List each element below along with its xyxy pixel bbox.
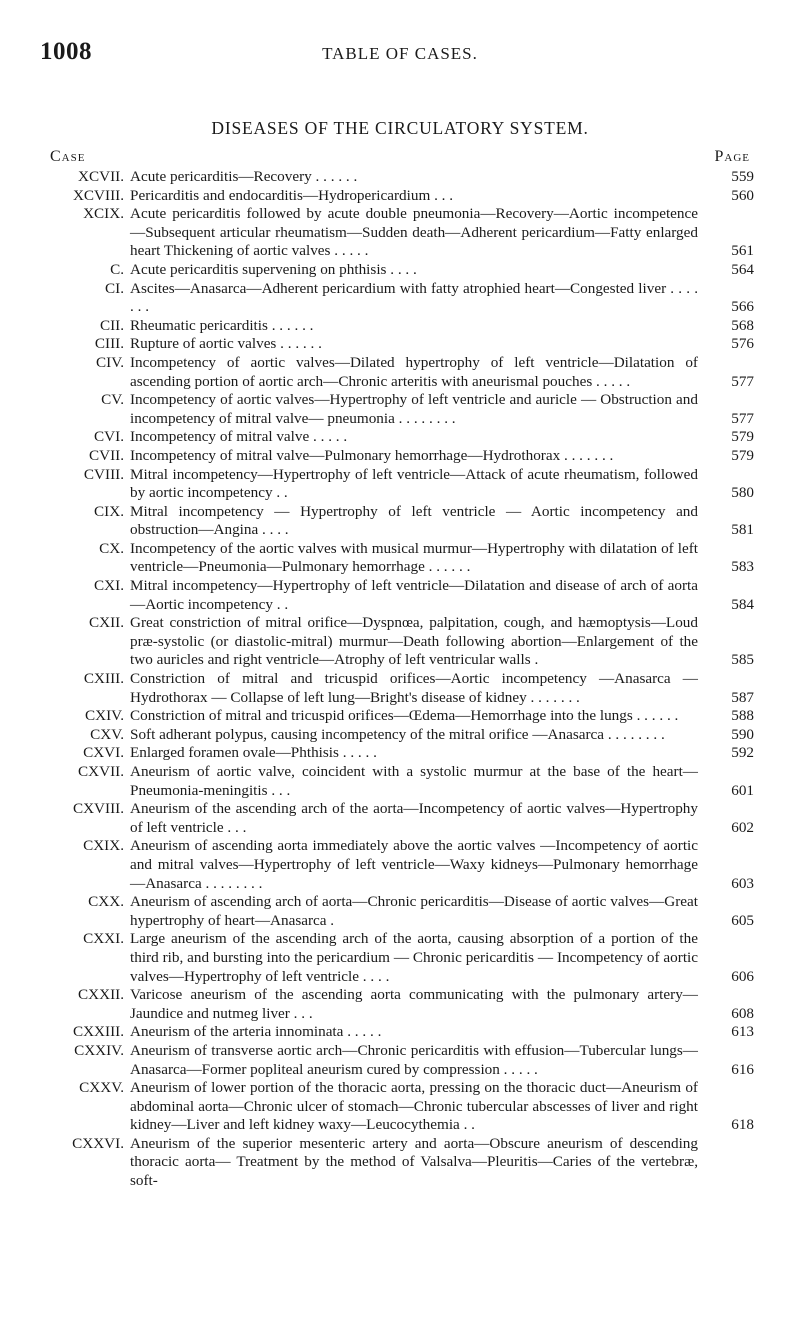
case-entry — [20, 447, 754, 466]
running-head — [40, 38, 760, 64]
case-description: Incompetency of mitral valve . . . . . — [130, 428, 348, 446]
case-description: Enlarged foramen ovale—Phthisis . . . . . — [130, 744, 377, 762]
case-entry — [20, 837, 754, 893]
page-reference: 605 — [731, 911, 754, 929]
case-description: Acute pericarditis supervening on phthisis . . . . — [130, 260, 417, 278]
case-description: Great constriction of mitral orifice—Dyspnœa, palpitation, cough, and hæmoptysis—Loud præ-systolic (or diastolic-mitral) murmur—Death following abortion—Enlargement of the two auricles and right ventricle—Atrophy of left ventricular walls . — [130, 614, 698, 669]
case-number: CXII. — [88, 614, 124, 632]
case-number: CII. — [99, 316, 124, 334]
case-description: Aneurism of aortic valve, coincident with a systolic murmur at the base of the heart—Pneumonia-meningitis . . . — [130, 763, 698, 799]
page-reference: 618 — [731, 1116, 754, 1134]
case-number: CXIV. — [85, 707, 124, 725]
running-title: TABLE OF CASES. — [322, 44, 478, 63]
page-reference: 566 — [731, 298, 754, 316]
case-description: Incompetency of aortic valves—Hypertrophy of left ventricle and auricle — Obstruction and incompetency of mitral valve— pneumonia . . . . . . . . — [130, 391, 698, 427]
case-number: XCVII. — [78, 168, 124, 185]
page-reference: 590 — [731, 725, 754, 743]
case-number: CX. — [99, 539, 124, 557]
case-entry — [20, 261, 754, 280]
case-number: CXXIII. — [72, 1023, 124, 1041]
case-entry — [20, 317, 754, 336]
case-description: Aneurism of the superior mesenteric artery and aorta—Obscure aneurism of descending thoracic aorta— Treatment by the method of Valsalva—Pleuritis—Caries of the vertebræ, soft- — [130, 1134, 698, 1190]
section-title: DISEASES OF THE CIRCULATORY SYSTEM. — [211, 118, 589, 138]
case-description: Constriction of mitral and tricuspid orifices—Aortic incompetency —Anasarca — Hydrothorax — Collapse of left lung—Bright's disease of kidney . . . . . . . — [130, 670, 698, 706]
case-number: CXVIII. — [72, 800, 124, 818]
case-description: Aneurism of ascending aorta immediately above the aortic valves —Incompetency of aortic and mitral valves—Hypertrophy of left ventricle—Waxy kidneys—Pulmonary hemorrhage—Anasarca . . . . . . . . — [130, 837, 698, 892]
page-reference: 576 — [731, 335, 754, 353]
case-description: Incompetency of mitral valve—Pulmonary hemorrhage—Hydrothorax . . . . . . . — [130, 446, 614, 464]
case-entry — [20, 614, 754, 670]
case-number: CVIII. — [83, 465, 124, 483]
case-description: Pericarditis and endocarditis—Hydropericardium . . . — [130, 186, 454, 204]
case-description: Soft adherant polypus, causing incompetency of the mitral orifice —Anasarca . . . . . . . . — [130, 725, 665, 743]
case-entry — [20, 466, 754, 503]
case-entry — [20, 280, 754, 317]
page-number: 1008 — [40, 38, 92, 65]
case-description: Mitral incompetency—Hypertrophy of left ventricle—Attack of acute rheumatism, followed by aortic incompetency . . — [130, 465, 698, 502]
case-description: Ascites—Anasarca—Adherent pericardium with fatty atrophied heart—Congested liver . . . . . . . — [130, 279, 698, 316]
case-entry — [20, 744, 754, 763]
page-reference: 583 — [731, 558, 754, 576]
case-entry — [20, 335, 754, 354]
case-number: CXVII. — [78, 763, 124, 780]
case-entry — [20, 354, 754, 391]
case-list — [20, 168, 754, 1191]
case-description: Incompetency of the aortic valves with musical murmur—Hypertrophy with dilatation of left ventricle—Pneumonia—Pulmonary hemorrhage . . . . . . — [130, 539, 698, 576]
case-description: Incompetency of aortic valves—Dilated hypertrophy of left ventricle—Dilatation of ascending portion of aortic arch—Chronic arteritis with aneurismal pouches . . . . . — [130, 353, 698, 390]
page-reference: 602 — [731, 818, 754, 836]
case-number: CIII. — [94, 335, 124, 353]
page-reference: 579 — [731, 446, 754, 464]
page-reference: 613 — [731, 1023, 754, 1041]
case-number: CXXV. — [79, 1079, 124, 1097]
case-column-heading: Case — [50, 148, 86, 165]
case-entry — [20, 726, 754, 745]
page-reference: 581 — [731, 521, 754, 539]
page-reference: 560 — [731, 186, 754, 204]
page-reference: 559 — [731, 168, 754, 185]
page-reference: 564 — [731, 260, 754, 278]
page-reference: 601 — [731, 781, 754, 799]
case-description: Aneurism of the ascending arch of the aorta—Incompetency of aortic valves—Hypertrophy of left ventricle . . . — [130, 800, 698, 836]
case-number: CIX. — [94, 502, 124, 520]
case-description: Aneurism of the arteria innominata . . . . . — [130, 1023, 382, 1041]
case-description: Mitral incompetency — Hypertrophy of left ventricle — Aortic incompetency and obstruction—Angina . . . . — [130, 502, 698, 539]
page-reference: 608 — [731, 1004, 754, 1022]
case-entry — [20, 540, 754, 577]
case-description: Large aneurism of the ascending arch of the aorta, causing absorption of a portion of the third rib, and bursting into the pericardium — Chronic pericarditis — Incompetency of aortic valves—Hypertrophy of left ventricle . . . . — [130, 930, 698, 985]
case-description: Constriction of mitral and tricuspid orifices—Œdema—Hemorrhage into the lungs . . . . . . — [130, 707, 679, 725]
page-reference: 585 — [731, 651, 754, 669]
case-number: CVII. — [88, 446, 124, 464]
case-number: CXX. — [88, 893, 124, 911]
page-reference: 588 — [731, 707, 754, 725]
case-number: CXXII. — [78, 986, 124, 1004]
page-reference: 561 — [731, 242, 754, 260]
page-reference: 577 — [731, 409, 754, 427]
case-entry — [20, 1079, 754, 1135]
case-number: C. — [110, 260, 124, 278]
case-number: CXIII. — [83, 670, 124, 688]
case-number: CV. — [101, 391, 124, 409]
case-entry — [20, 187, 754, 206]
page-reference: 579 — [731, 428, 754, 446]
page-column-heading: Page — [714, 148, 750, 165]
page-reference: 606 — [731, 967, 754, 985]
page-reference: 568 — [731, 316, 754, 334]
case-number: CXXIV. — [74, 1041, 124, 1059]
case-entry — [20, 503, 754, 540]
case-entry — [20, 800, 754, 837]
case-entry — [20, 707, 754, 726]
case-entry — [20, 893, 754, 930]
case-entry — [20, 763, 754, 800]
page-reference: 577 — [731, 372, 754, 390]
case-description: Rheumatic pericarditis . . . . . . — [130, 316, 314, 334]
case-number: CXVI. — [83, 744, 124, 762]
case-number: CI. — [105, 279, 124, 297]
page-reference: 580 — [731, 484, 754, 502]
case-description: Varicose aneurism of the ascending aorta communicating with the pulmonary artery—Jaundice and nutmeg liver . . . — [130, 986, 698, 1022]
case-entry — [20, 1023, 754, 1042]
case-entry — [20, 1042, 754, 1079]
case-number: XCIX. — [83, 205, 124, 223]
page-reference: 592 — [731, 744, 754, 762]
page-reference: 616 — [731, 1060, 754, 1078]
case-number: CXV. — [90, 725, 124, 743]
case-entry — [20, 670, 754, 707]
case-entry — [20, 391, 754, 428]
case-entry — [20, 205, 754, 261]
case-description: Aneurism of ascending arch of aorta—Chronic pericarditis—Disease of aortic valves—Great hypertrophy of heart—Anasarca . — [130, 893, 698, 929]
case-number: XCVIII. — [72, 186, 124, 204]
page-reference: 603 — [731, 874, 754, 892]
case-description: Rupture of aortic valves . . . . . . — [130, 335, 322, 353]
case-entry — [20, 930, 754, 986]
case-description: Acute pericarditis—Recovery . . . . . . — [130, 168, 358, 185]
page-reference: 587 — [731, 688, 754, 706]
case-number: CXIX. — [83, 837, 124, 855]
case-number: CVI. — [94, 428, 124, 446]
case-entry — [20, 168, 754, 187]
case-number: CXXVI. — [72, 1134, 124, 1152]
case-description: Aneurism of transverse aortic arch—Chronic pericarditis with effusion—Tubercular lungs—Anasarca—Former popliteal aneurism cured by compression . . . . . — [130, 1041, 698, 1078]
case-number: CXI. — [94, 577, 124, 595]
case-entry — [20, 577, 754, 614]
column-headings — [50, 148, 750, 166]
case-entry — [20, 986, 754, 1023]
case-description: Aneurism of lower portion of the thoracic aorta, pressing on the thoracic duct—Aneurism of abdominal aorta—Chronic ulcer of stomach—Chronic tubercular abscesses of liver and right kidney—Liver and left kidney waxy—Leucocythemia . . — [130, 1079, 698, 1134]
case-description: Mitral incompetency—Hypertrophy of left ventricle—Dilatation and disease of arch of aorta—Aortic incompetency . . — [130, 577, 698, 613]
case-entry — [20, 1135, 754, 1191]
case-description: Acute pericarditis followed by acute double pneumonia—Recovery—Aortic incompetence—Subsequent articular rheumatism—Sudden death—Adherent pericardium—Fatty enlarged heart Thickening of aortic valves . . . . . — [130, 205, 698, 260]
page-reference: 584 — [731, 595, 754, 613]
case-number: CXXI. — [83, 930, 124, 948]
case-number: CIV. — [96, 353, 124, 371]
case-entry — [20, 428, 754, 447]
